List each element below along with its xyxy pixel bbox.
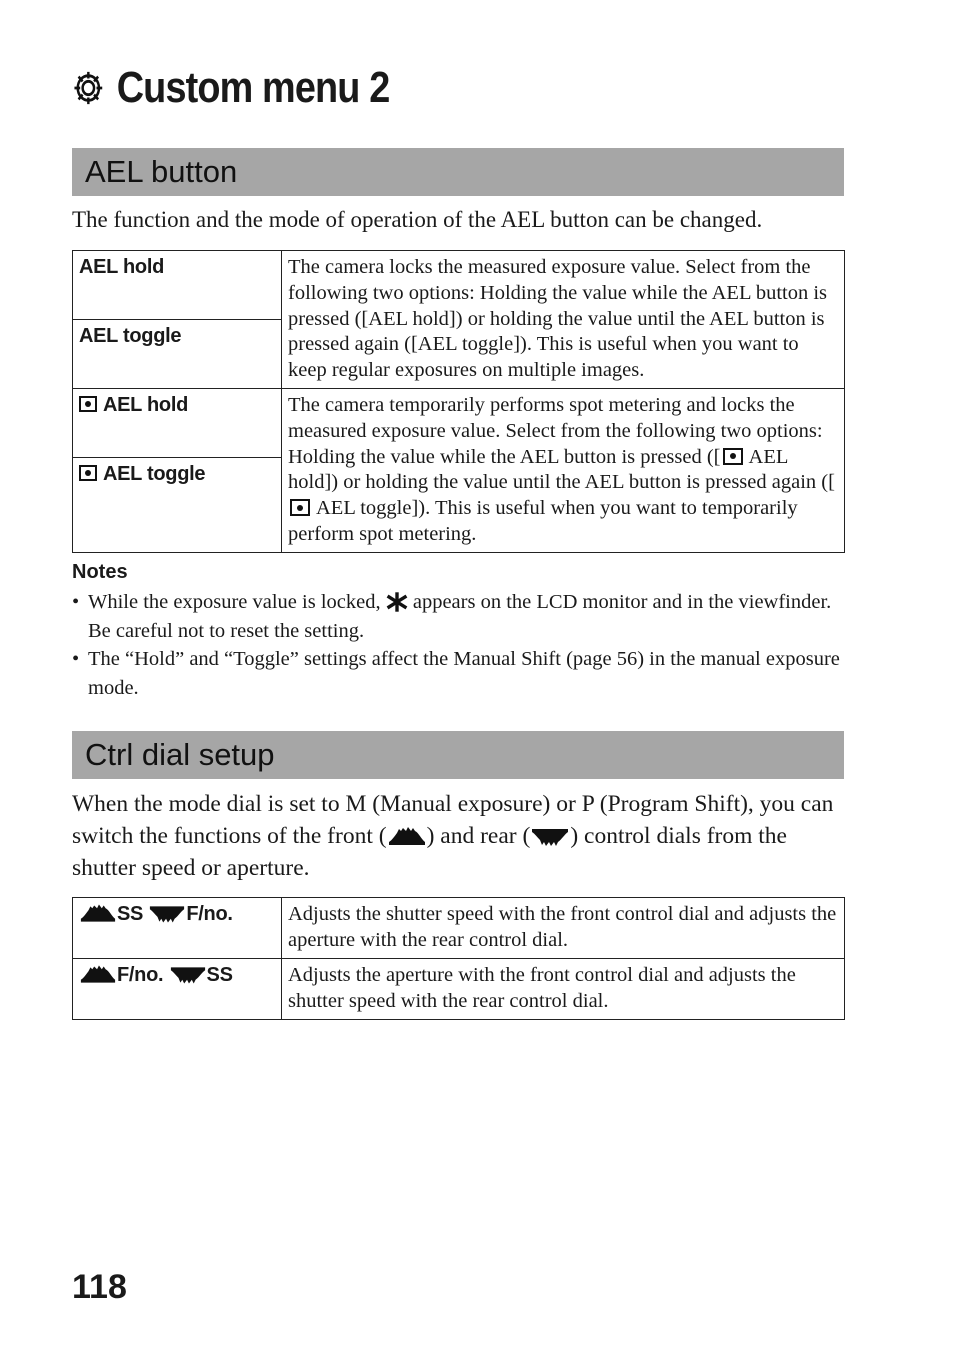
notes-heading: Notes [72, 561, 128, 583]
spot-metering-icon [290, 499, 310, 516]
rear-dial-icon [148, 904, 186, 924]
section-heading-text: Ctrl dial setup [85, 737, 275, 772]
option-label: AEL hold [73, 251, 282, 320]
ael-options-table [72, 250, 845, 553]
ael-lock-icon [386, 592, 408, 612]
front-dial-icon [79, 904, 117, 924]
table-row [73, 898, 845, 959]
option-label: AEL toggle [73, 320, 282, 389]
option-label: SS F/no. [73, 898, 282, 959]
front-dial-icon [387, 827, 427, 847]
option-description: Adjusts the aperture with the front control dial and adjusts the shutter speed with the rear control dial. [282, 959, 845, 1020]
section-intro: When the mode dial is set to M (Manual exposure) or P (Program Shift), you can switch the functions of the front ( ) and rear ( ) control dials from the shutter speed or aperture. [72, 791, 834, 881]
option-label: AEL toggle [73, 457, 282, 552]
notes-list [72, 588, 852, 702]
spot-metering-icon [79, 465, 97, 481]
option-description: The camera locks the measured exposure value. Select from the following two options: Holding the value while the AEL button is pressed ([AEL hold]) or holding the value until the AEL button is pressed again ([AEL toggle]). This is useful when you want to keep regular exposures on multiple images. [282, 251, 845, 389]
section-heading-text: AEL button [85, 154, 238, 189]
table-row [73, 251, 845, 320]
list-item: • The “Hold” and “Toggle” settings affect the Manual Shift (page 56) in the manual exposure mode. [72, 645, 852, 702]
list-item: • While the exposure value is locked, appears on the LCD monitor and in the viewfinder. Be careful not to reset the setting. [72, 588, 852, 645]
page-title [72, 60, 389, 116]
page-number: 118 [72, 1268, 127, 1306]
section-heading-ctrl-dial-setup [72, 731, 844, 779]
section-heading-ael-button [72, 148, 844, 196]
ctrl-dial-options-table [72, 897, 845, 1020]
table-row [73, 388, 845, 457]
front-dial-icon [79, 965, 117, 985]
section-intro: The function and the mode of operation of the AEL button can be changed. [72, 207, 763, 232]
option-label: F/no. SS [73, 959, 282, 1020]
option-description: Adjusts the shutter speed with the front control dial and adjusts the aperture with the rear control dial. [282, 898, 845, 959]
option-description: The camera temporarily performs spot metering and locks the measured exposure value. Select from the following two options: Holding the value while the AEL button is pressed ([ AEL hold]) or holding the value until the AEL button is pressed again ([ AEL toggle]). This is useful when you want to temporarily perform spot metering. [282, 388, 845, 552]
rear-dial-icon [169, 965, 207, 985]
spot-metering-icon [79, 396, 97, 412]
gear-icon [72, 69, 105, 107]
option-label: AEL hold [73, 388, 282, 457]
table-row [73, 959, 845, 1020]
page-title-text: Custom menu 2 [116, 63, 390, 112]
rear-dial-icon [530, 827, 570, 847]
spot-metering-icon [723, 448, 743, 465]
